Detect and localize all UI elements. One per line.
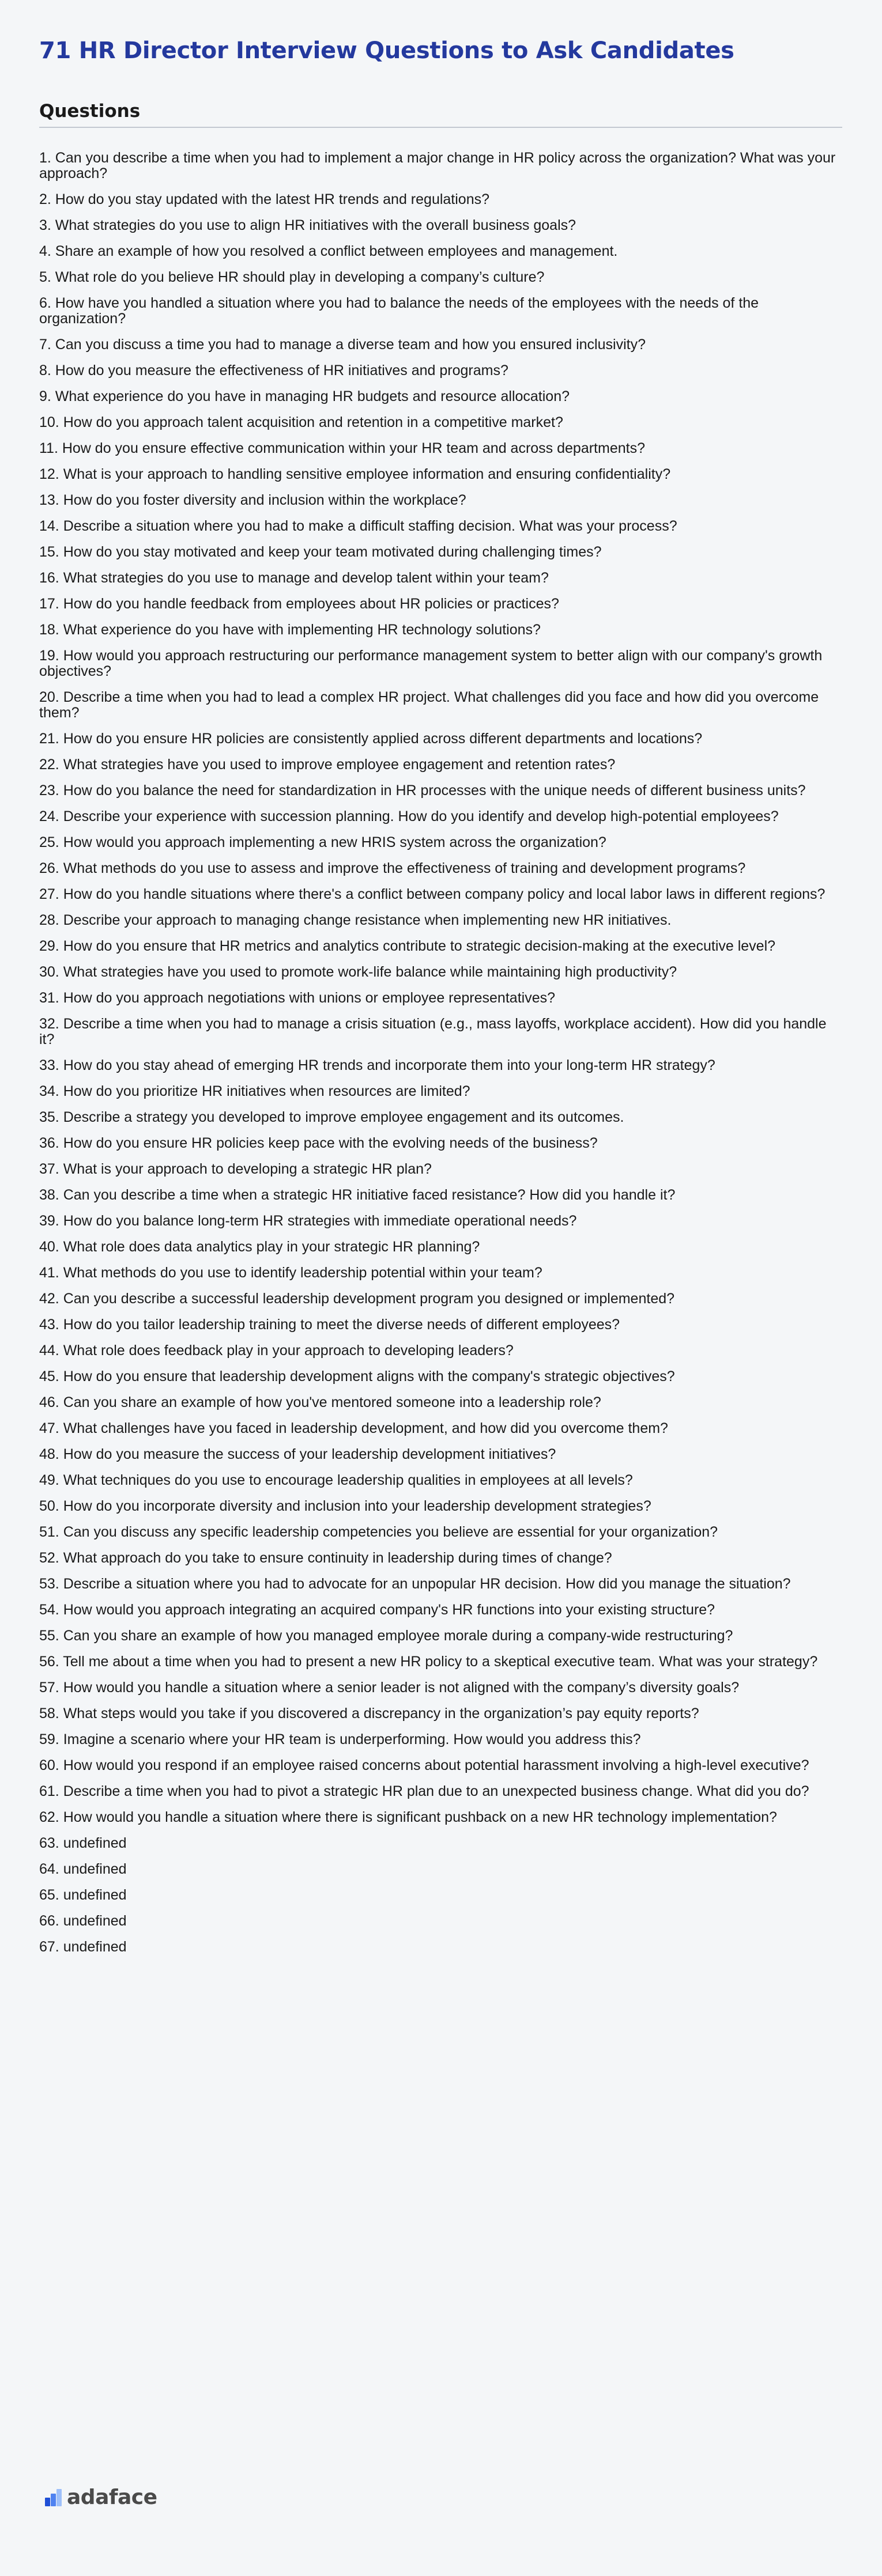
brand-name: adaface bbox=[67, 2486, 157, 2509]
question-item: 25. How would you approach implementing a new HRIS system across the organization? bbox=[39, 834, 606, 850]
question-item: 37. What is your approach to developing a strategic HR plan? bbox=[39, 1161, 432, 1177]
question-item: 9. What experience do you have in managing HR budgets and resource allocation? bbox=[39, 388, 570, 404]
question-item: 52. What approach do you take to ensure continuity in leadership during times of change? bbox=[39, 1550, 612, 1566]
question-item: 29. How do you ensure that HR metrics and analytics contribute to strategic decision-making at the executive level? bbox=[39, 938, 776, 954]
question-item: 57. How would you handle a situation where a senior leader is not aligned with the company’s diversity goals? bbox=[39, 1679, 740, 1696]
question-item: 42. Can you describe a successful leadership development program you designed or implemented? bbox=[39, 1291, 675, 1307]
question-item: 34. How do you prioritize HR initiatives when resources are limited? bbox=[39, 1083, 470, 1099]
question-item: 13. How do you foster diversity and inclusion within the workplace? bbox=[39, 492, 466, 508]
question-item: 56. Tell me about a time when you had to present a new HR policy to a skeptical executive team. What was your strategy? bbox=[39, 1654, 818, 1670]
question-item: 44. What role does feedback play in your approach to developing leaders? bbox=[39, 1342, 514, 1359]
question-item: 61. Describe a time when you had to pivot a strategic HR plan due to an unexpected business change. What did you do? bbox=[39, 1783, 809, 1799]
question-item: 30. What strategies have you used to promote work-life balance while maintaining high productivity? bbox=[39, 964, 677, 980]
question-item: 65. undefined bbox=[39, 1887, 127, 1903]
question-item: 38. Can you describe a time when a strategic HR initiative faced resistance? How did you handle it? bbox=[39, 1187, 676, 1203]
question-item: 66. undefined bbox=[39, 1913, 127, 1929]
question-item: 11. How do you ensure effective communication within your HR team and across departments? bbox=[39, 440, 645, 456]
question-item: 64. undefined bbox=[39, 1861, 127, 1877]
question-item: 41. What methods do you use to identify leadership potential within your team? bbox=[39, 1265, 542, 1281]
question-item: 54. How would you approach integrating an acquired company's HR functions into your existing structure? bbox=[39, 1602, 715, 1618]
question-item: 48. How do you measure the success of your leadership development initiatives? bbox=[39, 1446, 556, 1462]
question-item: 8. How do you measure the effectiveness of HR initiatives and programs? bbox=[39, 362, 508, 379]
question-item: 59. Imagine a scenario where your HR team is underperforming. How would you address this? bbox=[39, 1731, 641, 1747]
question-item: 27. How do you handle situations where there's a conflict between company policy and local labor laws in different regions? bbox=[39, 886, 826, 902]
question-item: 40. What role does data analytics play in your strategic HR planning? bbox=[39, 1239, 480, 1255]
question-item: 53. Describe a situation where you had to advocate for an unpopular HR decision. How did you manage the situation? bbox=[39, 1576, 791, 1592]
question-item: 22. What strategies have you used to improve employee engagement and retention rates? bbox=[39, 756, 616, 773]
question-item: 55. Can you share an example of how you managed employee morale during a company-wide restructuring? bbox=[39, 1628, 733, 1644]
question-item: 47. What challenges have you faced in leadership development, and how did you overcome them? bbox=[39, 1420, 668, 1436]
question-item: 16. What strategies do you use to manage and develop talent within your team? bbox=[39, 570, 549, 586]
question-item: 43. How do you tailor leadership training to meet the diverse needs of different employees? bbox=[39, 1317, 620, 1333]
section-divider bbox=[39, 127, 842, 128]
question-item: 20. Describe a time when you had to lead a complex HR project. What challenges did you face and how did you overcome them? bbox=[39, 689, 819, 721]
question-item: 32. Describe a time when you had to manage a crisis situation (e.g., mass layoffs, workplace accident). How did you handle it? bbox=[39, 1016, 827, 1047]
question-item: 67. undefined bbox=[39, 1939, 127, 1955]
question-item: 18. What experience do you have with implementing HR technology solutions? bbox=[39, 622, 541, 638]
question-item: 21. How do you ensure HR policies are consistently applied across different departments and locations? bbox=[39, 731, 703, 747]
adaface-logo[interactable] bbox=[45, 2484, 157, 2511]
question-item: 24. Describe your experience with succession planning. How do you identify and develop high-potential employees? bbox=[39, 808, 779, 824]
question-item: 60. How would you respond if an employee raised concerns about potential harassment involving a high-level executive? bbox=[39, 1757, 809, 1773]
question-item: 51. Can you discuss any specific leadership competencies you believe are essential for your organization? bbox=[39, 1524, 718, 1540]
question-item: 4. Share an example of how you resolved a conflict between employees and management. bbox=[39, 243, 618, 259]
question-item: 39. How do you balance long-term HR strategies with immediate operational needs? bbox=[39, 1213, 577, 1229]
question-item: 17. How do you handle feedback from employees about HR policies or practices? bbox=[39, 596, 559, 612]
question-item: 49. What techniques do you use to encourage leadership qualities in employees at all levels? bbox=[39, 1472, 633, 1488]
question-item: 26. What methods do you use to assess and improve the effectiveness of training and development programs? bbox=[39, 860, 746, 876]
question-item: 3. What strategies do you use to align HR initiatives with the overall business goals? bbox=[39, 217, 576, 233]
question-item: 7. Can you discuss a time you had to manage a diverse team and how you ensured inclusivity? bbox=[39, 336, 646, 353]
question-item: 33. How do you stay ahead of emerging HR trends and incorporate them into your long-term HR strategy? bbox=[39, 1057, 715, 1073]
page-title: 71 HR Director Interview Questions to Ask Candidates bbox=[39, 37, 734, 64]
question-item: 45. How do you ensure that leadership development aligns with the company's strategic objectives? bbox=[39, 1368, 675, 1385]
question-item: 10. How do you approach talent acquisition and retention in a competitive market? bbox=[39, 414, 563, 430]
question-item: 28. Describe your approach to managing change resistance when implementing new HR initiatives. bbox=[39, 912, 672, 928]
question-item: 31. How do you approach negotiations with unions or employee representatives? bbox=[39, 990, 555, 1006]
question-item: 50. How do you incorporate diversity and inclusion into your leadership development strategies? bbox=[39, 1498, 651, 1514]
question-item: 58. What steps would you take if you discovered a discrepancy in the organization’s pay equity reports? bbox=[39, 1705, 699, 1722]
question-item: 35. Describe a strategy you developed to improve employee engagement and its outcomes. bbox=[39, 1109, 624, 1125]
question-item: 2. How do you stay updated with the latest HR trends and regulations? bbox=[39, 191, 490, 207]
question-item: 63. undefined bbox=[39, 1835, 127, 1851]
question-item: 36. How do you ensure HR policies keep pace with the evolving needs of the business? bbox=[39, 1135, 598, 1151]
adaface-logo-icon bbox=[45, 2489, 62, 2506]
question-list bbox=[39, 150, 842, 1965]
question-item: 1. Can you describe a time when you had to implement a major change in HR policy across the organization? What was your approach? bbox=[39, 150, 836, 181]
question-item: 46. Can you share an example of how you've mentored someone into a leadership role? bbox=[39, 1394, 601, 1410]
question-item: 15. How do you stay motivated and keep your team motivated during challenging times? bbox=[39, 544, 602, 560]
section-heading: Questions bbox=[39, 101, 141, 122]
question-item: 6. How have you handled a situation where you had to balance the needs of the employees with the needs of the organization? bbox=[39, 295, 759, 327]
question-item: 14. Describe a situation where you had to make a difficult staffing decision. What was your process? bbox=[39, 518, 677, 534]
question-item: 19. How would you approach restructuring our performance management system to better align with our company's growth objectives? bbox=[39, 648, 823, 679]
question-item: 12. What is your approach to handling sensitive employee information and ensuring confidentiality? bbox=[39, 466, 671, 482]
question-item: 5. What role do you believe HR should play in developing a company’s culture? bbox=[39, 269, 545, 285]
question-item: 62. How would you handle a situation where there is significant pushback on a new HR technology implementation? bbox=[39, 1809, 777, 1825]
question-item: 23. How do you balance the need for standardization in HR processes with the unique needs of different business units? bbox=[39, 782, 806, 799]
